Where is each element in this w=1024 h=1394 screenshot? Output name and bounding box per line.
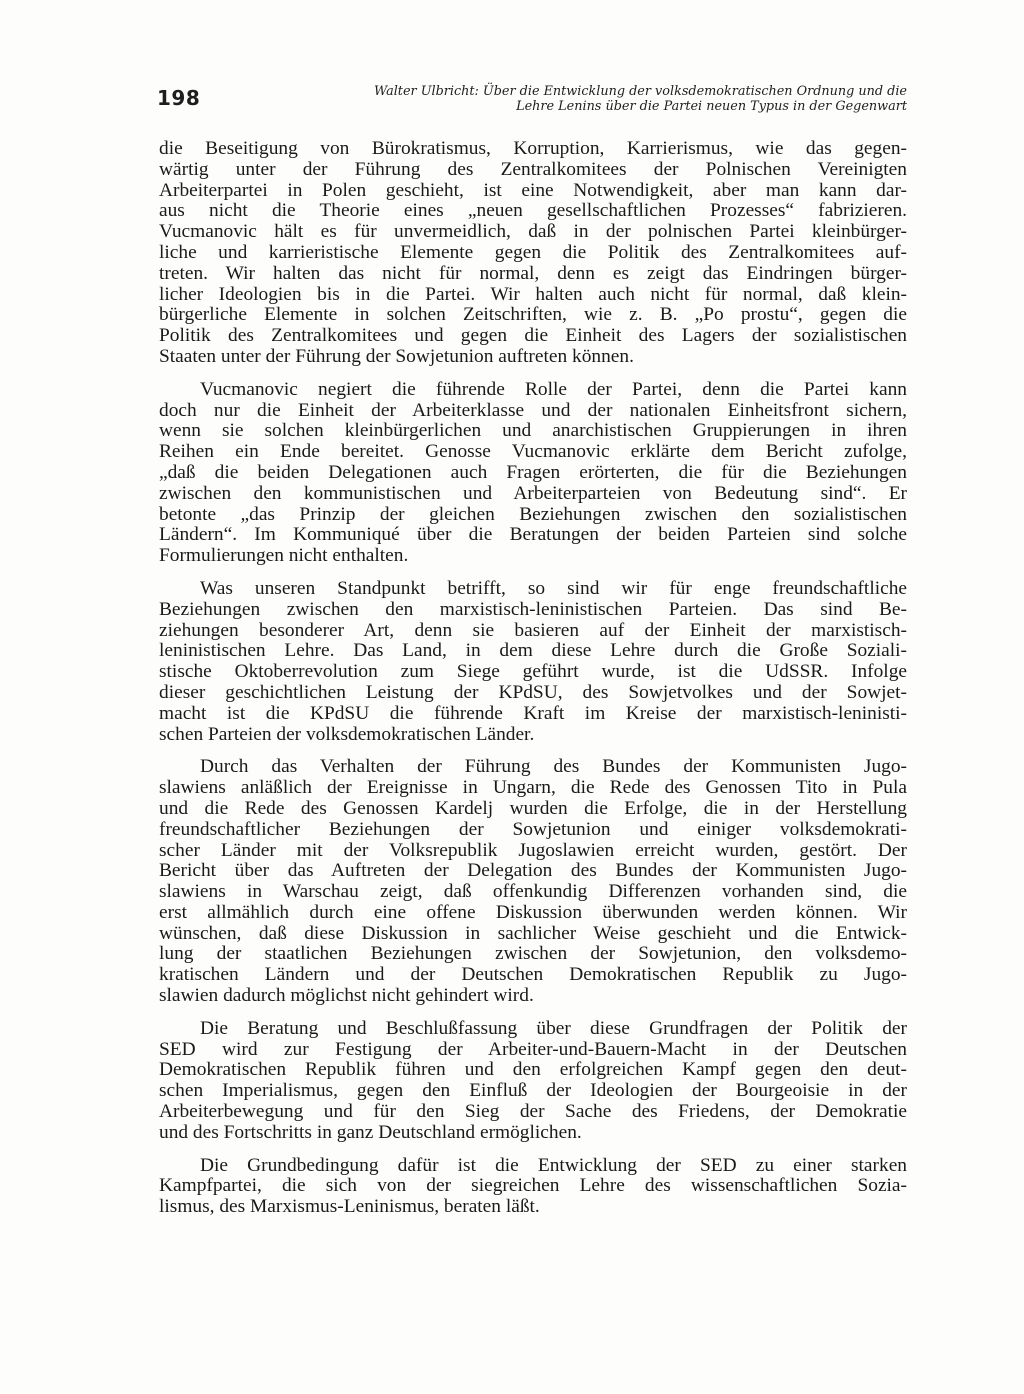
paragraph [159,579,907,745]
running-head [259,84,907,114]
page-header [157,84,907,128]
text-line: Vucmanovic negiert die führende Rolle der Partei, denn die Partei kann [200,378,907,400]
text-line: Politik des Zentralkomitees und gegen die Einheit des Lagers der sozialistischen [159,325,907,347]
paragraph [159,380,907,567]
text-line: SED wird zur Festigung der Arbeiter-und-Bauern-Macht in der Deutschen [159,1038,907,1060]
paragraph [159,139,907,368]
text-line: schen Parteien der volksdemokratischen Länder. [159,723,535,745]
text-line: Beziehungen zwischen den marxistisch-leninistischen Parteien. Das sind Be- [159,598,907,620]
text-line: die Beseitigung von Bürokratismus, Korruption, Karrierismus, wie das gegen- [159,138,907,159]
text-line: Was unseren Standpunkt betrifft, so sind wir für enge freundschaftliche [200,577,907,599]
text-line: slawiens anläßlich der Ereignisse in Ungarn, die Rede des Genossen Tito in Pula [159,777,907,799]
text-line: schen Imperialismus, gegen den Einfluß der Ideologien der Bourgeoisie in der [159,1080,907,1102]
text-line: kratischen Ländern und der Deutschen Demokratischen Republik zu Jugo- [159,964,907,986]
text-line: Durch das Verhalten der Führung des Bundes der Kommunisten Jugo- [200,756,907,778]
text-line: lismus, des Marxismus-Leninismus, beraten läßt. [159,1196,540,1218]
text-line: Demokratischen Republik führen und den erfolgreichen Kampf gegen den deut- [159,1059,907,1081]
paragraph [159,1019,907,1144]
text-line: Arbeiterbewegung und für den Sieg der Sache des Friedens, der Demokratie [159,1101,907,1123]
text-line: Arbeiterpartei in Polen geschieht, ist eine Notwendigkeit, aber man kann dar- [159,179,907,201]
paragraph [159,1156,907,1218]
text-line: Staaten unter der Führung der Sowjetunion auftreten können. [159,345,634,367]
text-line: bürgerliche Elemente in solchen Zeitschriften, wie z. B. „Po prostu“, gegen die [159,304,907,326]
text-line: slawien dadurch möglichst nicht gehindert wird. [159,985,534,1007]
text-line: lung der staatlichen Beziehungen zwischen der Sowjetunion, den volksdemo- [159,943,907,965]
text-line: leninistischen Lehre. Das Land, in dem diese Lehre durch die Große Soziali- [159,640,907,662]
text-line: „daß die beiden Delegationen auch Fragen erörterten, die für die Beziehungen [159,461,907,483]
text-line: macht ist die KPdSU die führende Kraft im Kreise der marxistisch-leninisti- [159,702,907,724]
text-line: freundschaftlicher Beziehungen der Sowjetunion und einiger volksdemokrati- [159,818,907,840]
text-line: dieser geschichtlichen Leistung der KPdSU, des Sowjetvolkes und der Sowjet- [159,681,907,703]
text-line: zwischen den kommunistischen und Arbeiterparteien von Bedeutung sind“. Er [159,482,907,504]
text-line: wünschen, daß diese Diskussion in sachlicher Weise geschieht und die Entwick- [159,922,907,944]
text-line: Vucmanovic hält es für unvermeidlich, daß in der polnischen Partei kleinbürger- [159,221,907,243]
page-number: 198 [157,86,201,110]
text-line: licher Ideologien bis in die Partei. Wir halten auch nicht für normal, daß klein- [159,283,907,305]
text-line: Ländern“. Im Kommuniqué über die Beratungen der beiden Parteien sind solche [159,524,907,546]
paragraph [159,757,907,1007]
text-line: treten. Wir halten das nicht für normal, denn es zeigt das Eindringen bürger- [159,262,907,284]
text-line: Kampfpartei, die sich von der siegreichen Lehre des wissenschaftlichen Sozia- [159,1175,907,1197]
text-line: ziehungen besonderer Art, denn sie basieren auf der Einheit der marxistisch- [159,619,907,641]
text-line: liche und karrieristische Elemente gegen die Politik des Zentralkomitees auf- [159,241,907,263]
text-line: Reihen ein Ende bereitet. Genosse Vucmanovic erklärte dem Bericht zufolge, [159,441,907,463]
text-line: wenn sie solchen kleinbürgerlichen und anarchistischen Gruppierungen in ihren [159,420,907,442]
running-head-line: Lehre Lenins über die Partei neuen Typus in der Gegenwart [516,99,907,114]
text-line: doch nur die Einheit der Arbeiterklasse und der nationalen Einheitsfront sichern, [159,399,907,421]
text-line: betonte „das Prinzip der gleichen Beziehungen zwischen den sozialistischen [159,503,907,525]
text-line: slawiens in Warschau zeigt, daß offenkundig Differenzen vorhanden sind, die [159,881,907,903]
text-line: wärtig unter der Führung des Zentralkomitees der Polnischen Vereinigten [159,158,907,180]
text-line: Formulierungen nicht enthalten. [159,545,409,567]
text-line: scher Länder mit der Volksrepublik Jugoslawien erreicht wurden, gestört. Der [159,839,907,861]
text-line: Bericht über das Auftreten der Delegation des Bundes der Kommunisten Jugo- [159,860,907,882]
running-head-line: Walter Ulbricht: Über die Entwicklung der volksdemokratischen Ordnung und die [374,84,907,99]
text-line: und des Fortschritts in ganz Deutschland ermöglichen. [159,1121,582,1143]
text-line: und die Rede des Genossen Kardelj wurden die Erfolge, die in der Herstellung [159,797,907,819]
text-line: Die Beratung und Beschlußfassung über diese Grundfragen der Politik der [200,1017,907,1039]
body-text [159,139,907,1230]
text-line: erst allmählich durch eine offene Diskussion überwunden werden können. Wir [159,901,907,923]
text-line: stische Oktoberrevolution zum Siege geführt wurde, ist die UdSSR. Infolge [159,661,907,683]
text-line: aus nicht die Theorie eines „neuen gesellschaftlichen Prozesses“ fabrizieren. [159,200,907,222]
text-line: Die Grundbedingung dafür ist die Entwicklung der SED zu einer starken [200,1154,907,1176]
